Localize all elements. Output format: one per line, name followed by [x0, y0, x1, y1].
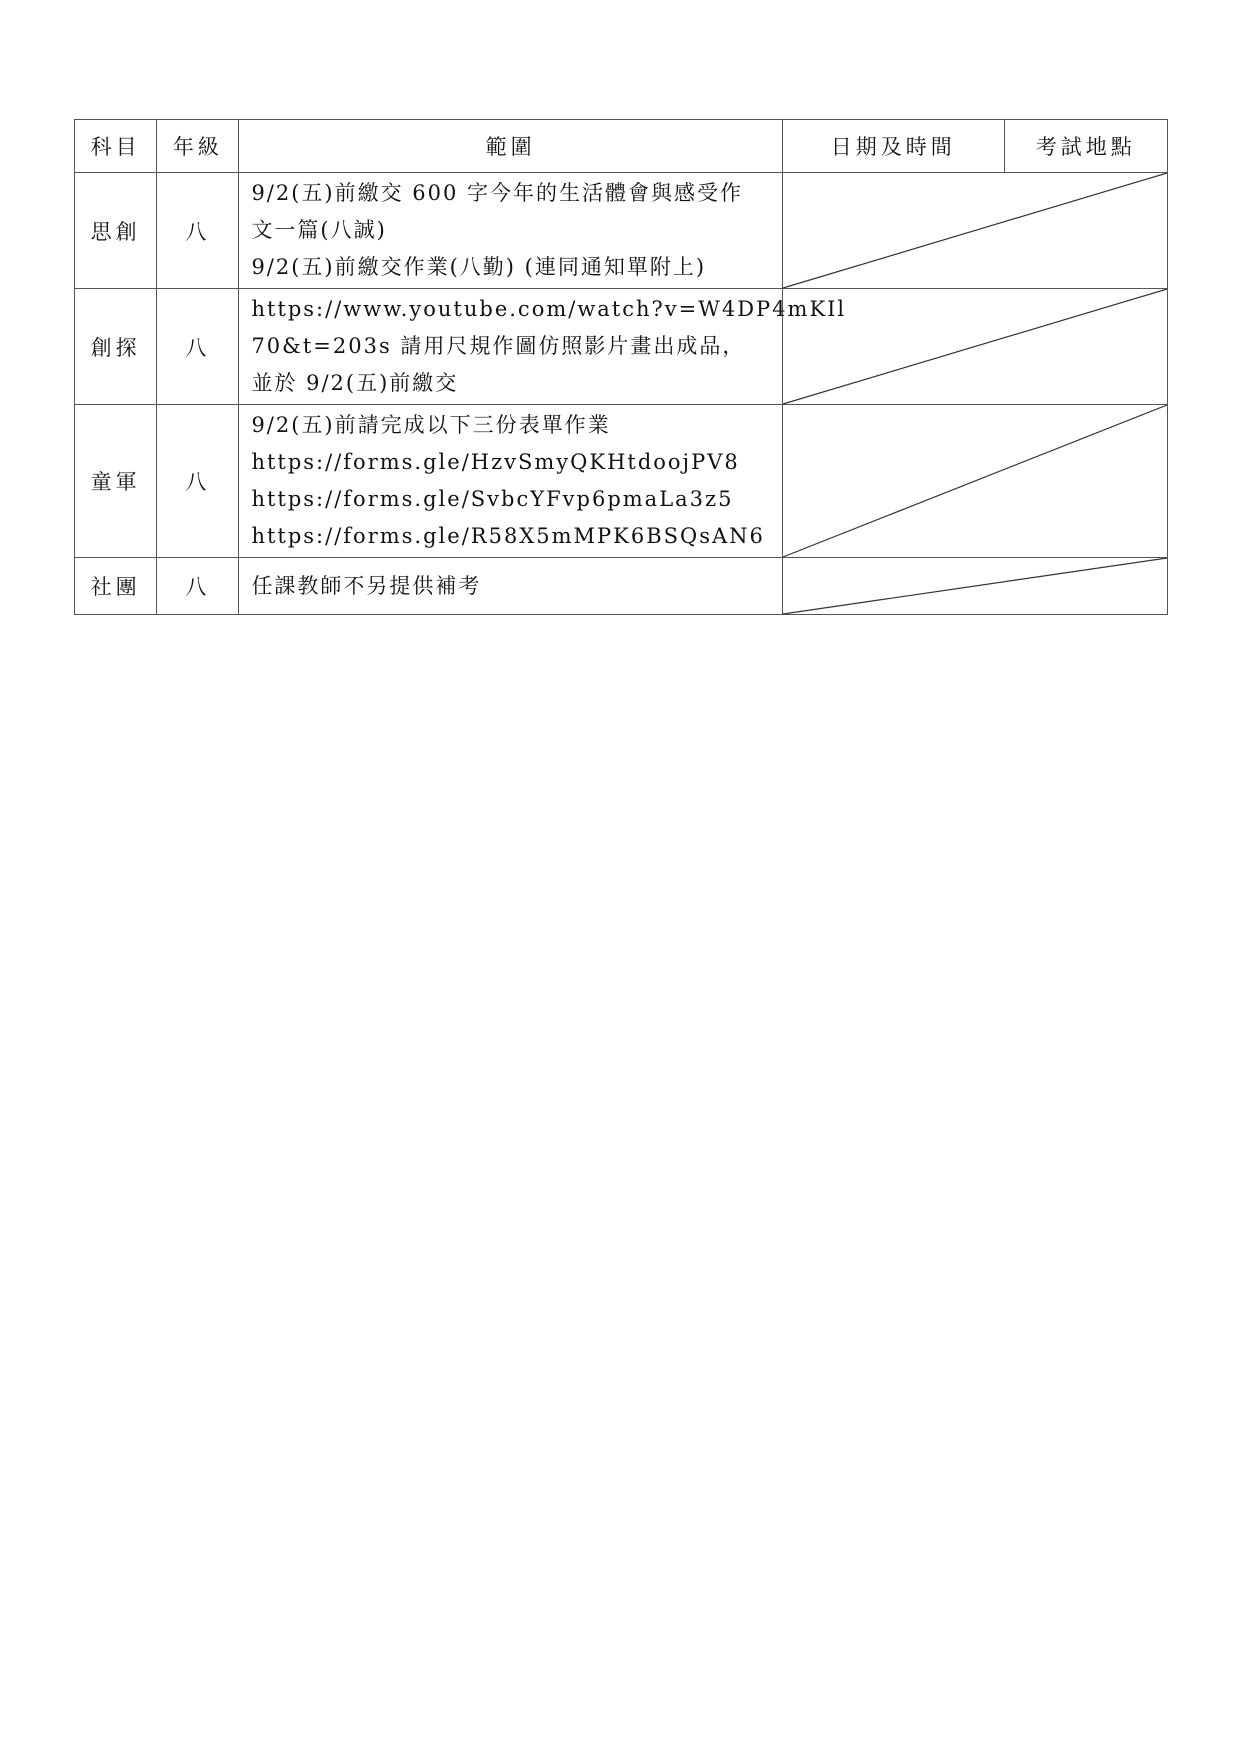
header-location: 考試地點 [1004, 120, 1167, 173]
header-subject: 科目 [75, 120, 157, 173]
range-cell [239, 173, 782, 289]
grade-cell: 八 [157, 289, 239, 405]
grade-cell: 八 [157, 405, 239, 558]
range-cell [239, 558, 782, 615]
empty-slash-cell [782, 405, 1167, 558]
subject-cell: 社團 [75, 558, 157, 615]
header-grade: 年級 [157, 120, 239, 173]
range-line: 任課教師不另提供補考 [251, 573, 482, 598]
header-row [75, 120, 1168, 173]
subject-cell: 童軍 [75, 405, 157, 558]
makeup-exam-table [74, 119, 1168, 615]
diagonal-slash [783, 405, 1167, 557]
diagonal-slash [783, 558, 1167, 614]
empty-slash-cell [782, 173, 1167, 289]
form-link[interactable]: https://forms.gle/SvbcYFvp6pmaLa3z5 [251, 487, 734, 511]
table-row [75, 289, 1168, 405]
diagonal-slash [783, 289, 1167, 404]
empty-slash-cell [782, 558, 1167, 615]
form-link[interactable]: https://forms.gle/HzvSmyQKHtdoojPV8 [251, 450, 740, 474]
range-link-line[interactable]: https://www.youtube.com/watch?v=W4DP4mKIl [251, 297, 847, 321]
grade-cell: 八 [157, 558, 239, 615]
subject-cell: 思創 [75, 173, 157, 289]
table-row [75, 405, 1168, 558]
table-row [75, 558, 1168, 615]
header-range: 範圍 [239, 120, 782, 173]
empty-slash-cell [782, 289, 1167, 405]
header-datetime: 日期及時間 [782, 120, 1004, 173]
range-line: 70&t=203s 請用尺規作圖仿照影片畫出成品， [251, 334, 746, 358]
range-line: 文一篇(八誠) [251, 218, 387, 242]
table-row [75, 173, 1168, 289]
range-cell [239, 405, 782, 558]
diagonal-slash [783, 173, 1167, 288]
range-line: 9/2(五)前繳交 600 字今年的生活體會與感受作 [251, 181, 744, 205]
range-line: 9/2(五)前請完成以下三份表單作業 [251, 413, 611, 437]
range-line: 並於 9/2(五)前繳交 [251, 371, 459, 395]
form-link[interactable]: https://forms.gle/R58X5mMPK6BSQsAN6 [251, 524, 765, 548]
subject-cell: 創探 [75, 289, 157, 405]
range-line: 9/2(五)前繳交作業(八勤) (連同通知單附上) [251, 255, 707, 279]
range-cell [239, 289, 847, 405]
grade-cell: 八 [157, 173, 239, 289]
